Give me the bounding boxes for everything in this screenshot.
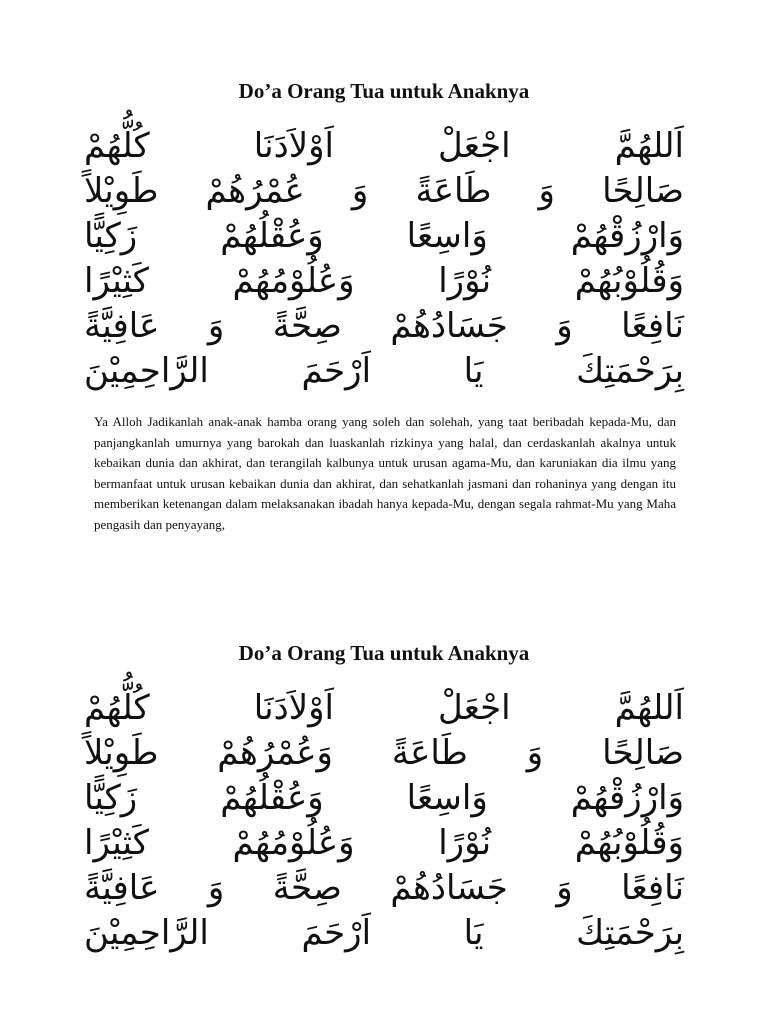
arabic-prayer-text [84,686,684,956]
section-title: Do’a Orang Tua untuk Anaknya [238,79,530,103]
arabic-line: بِرَحْمَتِكَ يَا اَرْحَمَ الرَّاحِمِيْنَ [84,913,684,953]
arabic-line: صَالِحًا وَ طَاعَةً وَ عُمْرُهُمْ طَوِيْلاً [84,171,684,211]
arabic-line: وَقُلُوْبُهُمْ نُوْرًا وَعُلُوْمُهُمْ كَثِيْرًا [84,261,684,301]
prayer-section-1 [0,78,768,535]
arabic-line: وَقُلُوْبُهُمْ نُوْرًا وَعُلُوْمُهُمْ كَثِيْرًا [84,823,684,863]
arabic-line: اَللهُمَّ اجْعَلْ اَوْلاَدَنَا كُلُّهُمْ [84,688,684,728]
arabic-prayer-text [84,124,684,394]
arabic-line: وَارْزُقْهُمْ وَاسِعًا وَعُقْلُهُمْ زَكِيًّا [84,216,684,256]
section-title: Do’a Orang Tua untuk Anaknya [238,641,530,665]
arabic-line: نَافِعًا وَ جَسَادُهُمْ صِحَّةً وَ عَافِيَّةً [84,306,684,346]
arabic-line: وَارْزُقْهُمْ وَاسِعًا وَعُقْلُهُمْ زَكِيًّا [84,778,684,818]
arabic-line: بِرَحْمَتِكَ يَا اَرْحَمَ الرَّاحِمِيْنَ [84,351,684,391]
arabic-line: صَالِحًا وَ طَاعَةً وَعُمْرُهُمْ طَوِيْلاً [84,733,684,773]
arabic-line: نَافِعًا وَ جَسَادُهُمْ صِحَّةً وَ عَافِيَّةً [84,868,684,908]
arabic-line: اَللهُمَّ اجْعَلْ اَوْلاَدَنَا كُلُّهُمْ [84,126,684,166]
translation-paragraph: Ya Alloh Jadikanlah anak-anak hamba orang yang soleh dan solehah, yang taat beribadah kepada-Mu, dan panjangkanlah umurnya yang barokah dan luaskanlah rizkinya yang halal, dan cerdaskanlah akalnya untuk kebaikan dunia dan akhirat, dan terangilah kalbunya untuk urusan agama-Mu, dan karuniakan dia ilmu yang bermanfaat untuk urusan kebaikan dunia dan akhirat, dan sehatkanlah jasmani dan rohaninya yang dengan itu memberikan ketenangan dalam melaksanakan ibadah hanya kepada-Mu, dengan segala rahmat-Mu yang Maha pengasih dan penyayang, [94,414,676,532]
prayer-section-2 [0,640,768,956]
